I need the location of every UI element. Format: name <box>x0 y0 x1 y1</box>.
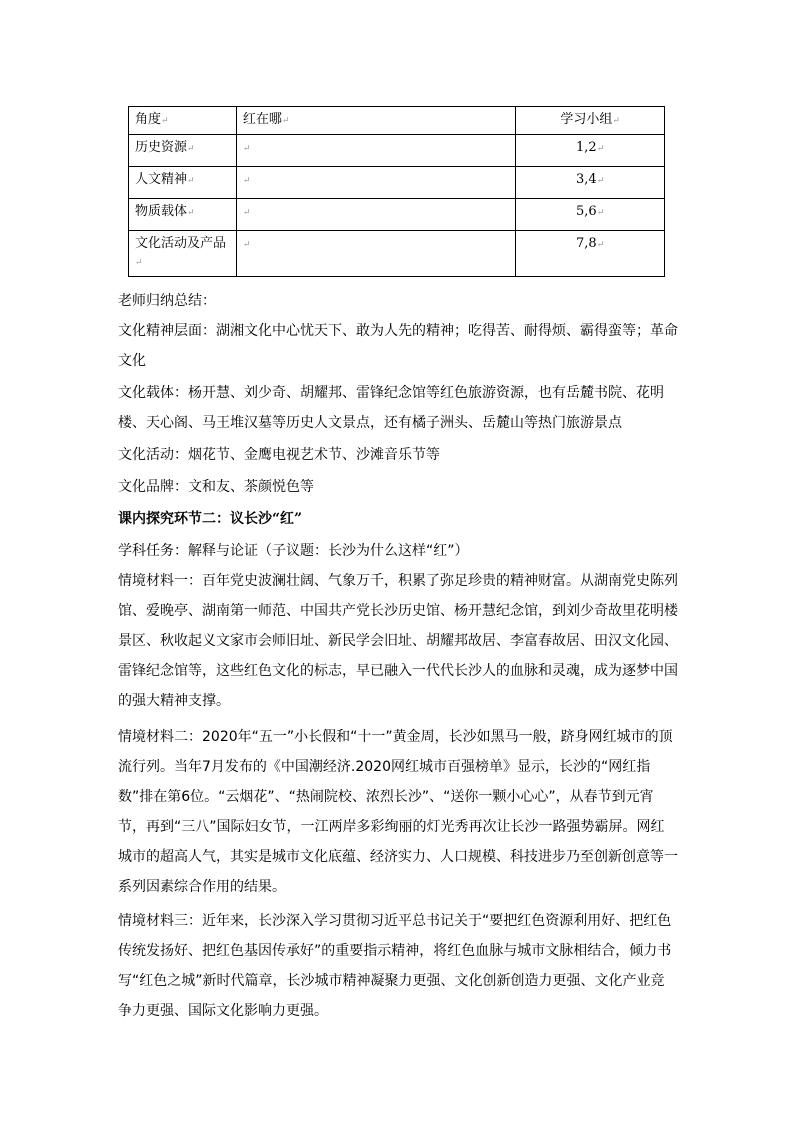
material-three-paragraph: 情境材料三：近年来，长沙深入学习贯彻习近平总书记关于“要把红色资源利用好、把红色传统发扬好、把红色基因传承好”的重要指示精神，将红色血脉与城市文脉相结合，倾力书写“红色之城”新时代篇章，长沙城市精神凝聚力更强、文化创新创造力更强、文化产业竞争力更强、国际文化影响力更强。 <box>118 913 672 1019</box>
topic-table <box>128 106 665 277</box>
culture-spirit-paragraph: 文化精神层面：湖湘文化中心忧天下、敢为人先的精神；吃得苦、耐得烦、霸得蛮等；革命文化 <box>118 323 678 369</box>
culture-activity-paragraph: 文化活动：烟花节、金鹰电视艺术节、沙滩音乐节等 <box>118 447 440 463</box>
table-row <box>129 199 665 231</box>
row-where: ↵ <box>236 167 515 199</box>
material-one-paragraph: 情境材料一：百年党史波澜壮阔、气象万千，积累了弥足珍贵的精神财富。从湖南党史陈列馆、爱晚亭、湖南第一师范、中国共产党长沙历史馆、杨开慧纪念馆，到刘少奇故里花明楼景区、秋收起义文家市会师旧址、新民学会旧址、胡耀邦故居、李富春故居、田汉文化园、雷锋纪念馆等，这些红色文化的标志，早已融入一代代长沙人的血脉和灵魂，成为逐梦中国的强大精神支撑。 <box>118 573 678 709</box>
culture-brand-paragraph: 文化品牌：文和友、茶颜悦色等 <box>118 479 314 495</box>
section-title: 课内探究环节二：议长沙“红” <box>118 511 303 527</box>
row-angle: 人文精神↵ <box>129 167 237 199</box>
header-where: 红在哪↵ <box>236 107 515 135</box>
header-angle: 角度↵ <box>129 107 237 135</box>
table-row <box>129 135 665 167</box>
header-group: 学习小组↵ <box>516 107 665 135</box>
row-where: ↵ <box>236 231 515 277</box>
summary-title: 老师归纳总结： <box>118 293 216 309</box>
row-where: ↵ <box>236 199 515 231</box>
culture-carrier-paragraph: 文化载体：杨开慧、刘少奇、胡耀邦、雷锋纪念馆等红色旅游资源，也有岳麓书院、花明楼、天心阁、马王堆汉墓等历史人文景点，还有橘子洲头、岳麓山等热门旅游景点 <box>118 385 664 431</box>
row-angle: 物质载体↵ <box>129 199 237 231</box>
row-group: 3,4↵ <box>516 167 665 199</box>
material-two-paragraph: 情境材料二：2020年“五一”小长假和“十一”黄金周，长沙如黑马一般，跻身网红城市的顶流行列。当年7月发布的《中国潮经济.2020网红城市百强榜单》显示，长沙的“网红指数”排在第6位。“云烟花”、“热闹院校、浓烈长沙”、“送你一颗小心心”，从春节到元宵节，再到“三八”国际妇女节，一江两岸多彩绚丽的灯光秀再次让长沙一路强势霸屏。网红城市的超高人气，其实是城市文化底蕴、经济实力、人口规模、科技进步乃至创新创意等一系列因素综合作用的结果。 <box>118 729 678 895</box>
row-group: 7,8↵ <box>516 231 665 277</box>
table-row <box>129 167 665 199</box>
task-paragraph: 学科任务：解释与论证（子议题：长沙为什么这样“红”） <box>118 543 469 559</box>
row-where: ↵ <box>236 135 515 167</box>
row-group: 5,6↵ <box>516 199 665 231</box>
table-header-row <box>129 107 665 135</box>
table-row <box>129 231 665 277</box>
row-angle: 历史资源↵ <box>129 135 237 167</box>
row-angle: 文化活动及产品↵ <box>129 231 237 277</box>
row-group: 1,2↵ <box>516 135 665 167</box>
